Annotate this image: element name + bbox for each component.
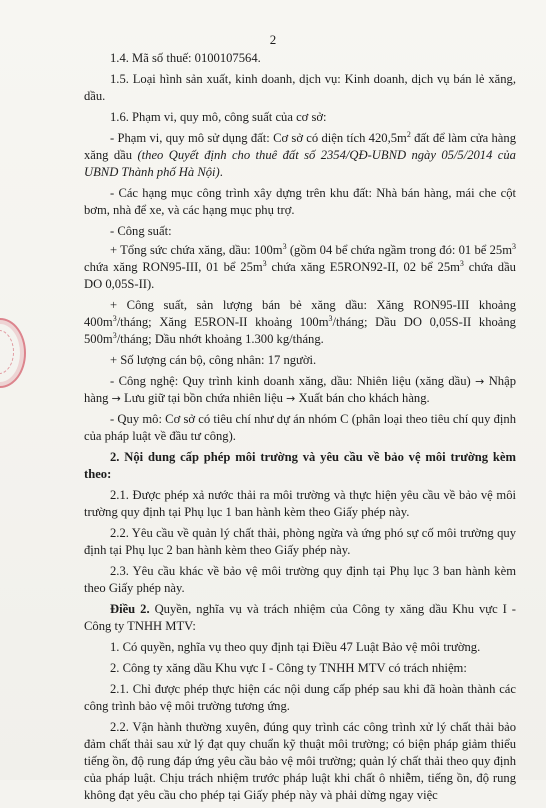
paragraph-responsibilities: 2. Công ty xăng dầu Khu vực I - Công ty TNHH MTV có trách nhiệm:: [110, 661, 467, 675]
section-heading-permit-content: 2. Nội dung cấp phép môi trường và yêu cầu về bảo vệ môi trường kèm theo:: [84, 450, 516, 481]
red-stamp-seal: [0, 318, 26, 388]
arrow-right-icon: →: [286, 392, 296, 405]
paragraph-capacity-heading: - Công suất:: [110, 224, 172, 238]
article-2-heading: Điều 2. Quyền, nghĩa vụ và trách nhiệm của Công ty xăng dầu Khu vực I - Công ty TNHH MTV:: [84, 602, 517, 633]
page-number: 2: [269, 32, 277, 47]
arrow-right-icon: →: [111, 392, 121, 405]
arrow-right-icon: →: [475, 375, 485, 388]
paragraph-storage-capacity: + Tổng sức chứa xăng, dầu: $100m^3$ (gồm 04 bể chứa ngầm trong đó: 01 bể $25m^3$ chứa xăng RON95-III, 01 bể $25m^3$ chứa xăng E5RON92-II, 02 bể $25m^3$ chứa dầu DO 0,05S-II).: [84, 241, 516, 291]
paragraph-wastewater: 2.1. Được phép xả nước thải ra môi trường và thực hiện yêu cầu về bảo vệ môi trường quy định tại Phụ lục 1 ban hành kèm theo Giấy phép này.: [84, 488, 516, 519]
paragraph-technology: - Công nghệ: Quy trình kinh doanh xăng, dầu: Nhiên liệu (xăng dầu) → Nhập hàng → Lưu giữ tại bồn chứa nhiên liệu → Xuất bán cho khách hàng.: [84, 374, 516, 405]
paragraph-rights: 1. Có quyền, nghĩa vụ theo quy định tại Điều 47 Luật Bảo vệ môi trường.: [110, 640, 481, 654]
paragraph-other-requirements: 2.3. Yêu cầu khác về bảo vệ môi trường quy định tại Phụ lục 3 ban hành kèm theo Giấy phép này.: [84, 564, 516, 595]
paragraph-scope-heading: 1.6. Phạm vi, quy mô, công suất của cơ sở:: [110, 110, 327, 124]
paragraph-land-use: - Phạm vi, quy mô sử dụng đất: Cơ sở có diện tích $420,5m^2$ đất để làm cửa hàng xăng dầu (theo Quyết định cho thuê đất số 2354/QĐ-UBND ngày 05/5/2014 của UBND Thành phố Hà Nội).: [84, 129, 516, 179]
paragraph-operation: 2.2. Vận hành thường xuyên, đúng quy trình các công trình xử lý chất thải bảo đảm chất thải sau xử lý đạt quy chuẩn kỹ thuật môi trường; có biện pháp giảm thiểu tiếng ồn, độ rung đáp ứng yêu cầu bảo vệ môi trường; quản lý chất thải theo quy định của pháp luật. Chịu trách nhiệm trước pháp luật khi chất ô nhiễm, tiếng ồn, độ rung không đạt yêu cầu cho phép tại Giấy phép này và phải dừng ngay việc: [84, 720, 516, 802]
document-body: [84, 50, 516, 808]
paragraph-staff-count: + Số lượng cán bộ, công nhân: 17 người.: [110, 353, 317, 367]
paragraph-permitted-content: 2.1. Chỉ được phép thực hiện các nội dung cấp phép sau khi đã hoàn thành các công trình bảo vệ môi trường tương ứng.: [84, 682, 516, 713]
paragraph-waste-management: 2.2. Yêu cầu về quản lý chất thải, phòng ngừa và ứng phó sự cố môi trường quy định tại Phụ lục 2 ban hành kèm theo Giấy phép này.: [84, 526, 516, 557]
paragraph-construction-items: - Các hạng mục công trình xây dựng trên khu đất: Nhà bán hàng, mái che cột bơm, nhà để xe, và các hạng mục phụ trợ.: [84, 186, 516, 217]
paragraph-tax-code: 1.4. Mã số thuế: 0100107564.: [110, 51, 261, 65]
paragraph-project-scale: - Quy mô: Cơ sở có tiêu chí như dự án nhóm C (phân loại theo tiêu chí quy định của pháp luật về đầu tư công).: [84, 412, 516, 443]
paragraph-business-type: 1.5. Loại hình sản xuất, kinh doanh, dịch vụ: Kinh doanh, dịch vụ bán lẻ xăng, dầu.: [84, 72, 516, 103]
paragraph-sales-volume: + Công suất, sản lượng bán bẻ xăng dầu: Xăng RON95-III khoảng $400m^3$/tháng; Xăng E5RON-II khoảng $100m^3$/tháng; Dầu DO 0,05S-II khoảng $500m^3$/tháng; Dầu nhớt khoảng 1.300 kg/tháng.: [84, 298, 516, 346]
